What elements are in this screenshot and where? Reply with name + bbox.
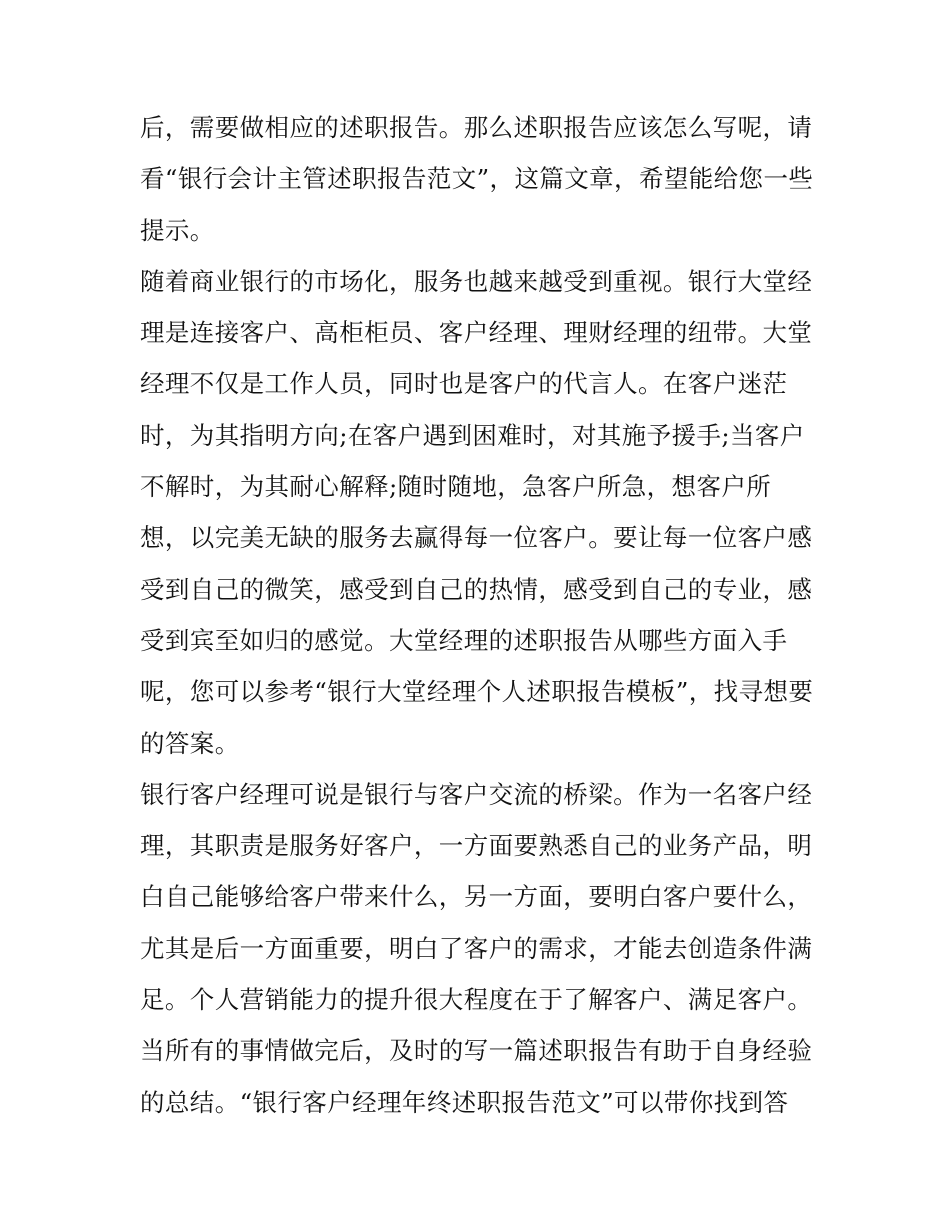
text-line: 足。个人营销能力的提升很大程度在于了解客户、满足客户。: [140, 985, 813, 1015]
text-line: 的总结。“银行客户经理年终述职报告范文”可以带你找到答: [140, 1087, 789, 1117]
text-line: 呢，您可以参考“银行大堂经理个人述职报告模板”，找寻想要: [140, 677, 814, 707]
text-line: 当所有的事情做完后，及时的写一篇述职报告有助于自身经验: [140, 1036, 813, 1066]
text-line: 受到自己的微笑，感受到自己的热情，感受到自己的专业，感: [140, 574, 813, 604]
text-line: 时，为其指明方向;在客户遇到困难时，对其施予援手;当客户: [140, 420, 805, 450]
text-line: 银行客户经理可说是银行与客户交流的桥梁。作为一名客户经: [140, 779, 813, 809]
text-line: 看“银行会计主管述职报告范文”，这篇文章，希望能给您一些: [140, 164, 814, 194]
text-line: 受到宾至如归的感觉。大堂经理的述职报告从哪些方面入手: [140, 625, 788, 655]
text-line: 后，需要做相应的述职报告。那么述职报告应该怎么写呢，请: [140, 113, 813, 142]
text-line: 白自己能够给客户带来什么，另一方面，要明白客户要什么，: [140, 882, 813, 912]
document-body: [140, 102, 816, 1128]
text-line: 理是连接客户、高柜柜员、客户经理、理财经理的纽带。大堂: [140, 318, 813, 348]
text-line: 经理不仅是工作人员，同时也是客户的代言人。在客户迷茫: [140, 369, 788, 399]
text-line: 尤其是后一方面重要，明白了客户的需求，才能去创造条件满: [140, 933, 813, 963]
text-line: 想，以完美无缺的服务去赢得每一位客户。要让每一位客户感: [140, 523, 813, 553]
text-line: 理，其职责是服务好客户，一方面要熟悉自己的业务产品，明: [140, 831, 813, 861]
text-line: 提示。: [140, 215, 215, 245]
text-line: 的答案。: [140, 728, 240, 758]
text-line: 随着商业银行的市场化，服务也越来越受到重视。银行大堂经: [140, 266, 813, 296]
text-line: 不解时，为其耐心解释;随时随地，急客户所急，想客户所: [140, 472, 772, 502]
